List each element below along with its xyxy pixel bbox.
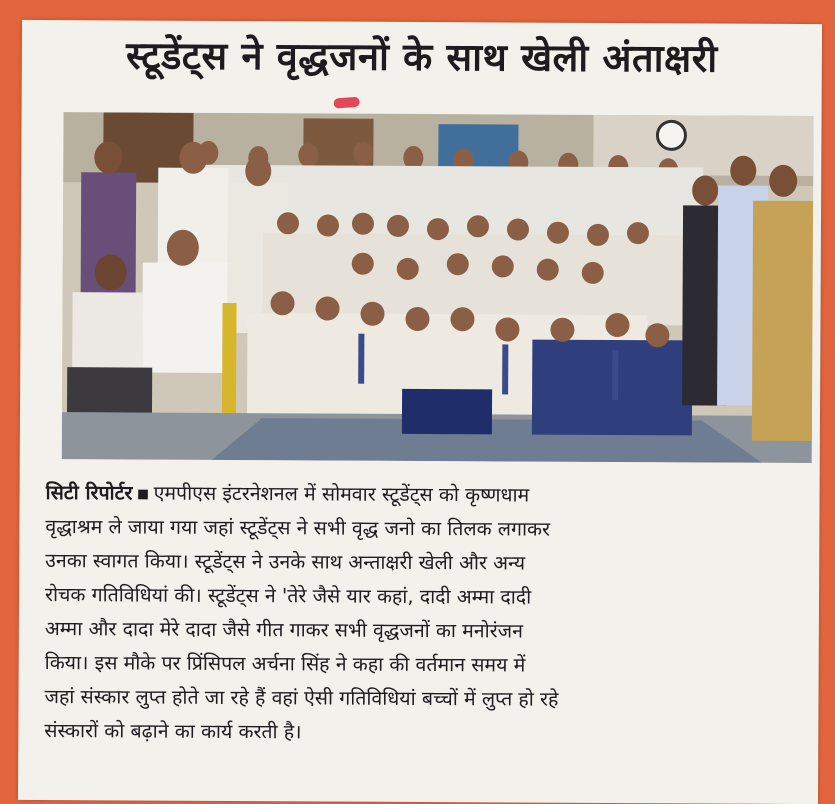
article-line: उनका स्वागत किया। स्टूडेंट्स ने उनके साथ अन्ताक्षरी खेली और अन्य [45,549,526,575]
article-line: जहां संस्कार लुप्त होते जा रहे हैं वहां ऐसी गतिविधियां बच्चों में लुप्त हो रहे [44,685,559,711]
article-line: संस्कारों को बढ़ाने का कार्य करती है। [44,719,302,744]
article-line: किया। इस मौके पर प्रिंसिपल अर्चना सिंह ने कहा की वर्तमान समय में [44,651,526,677]
article-line: रोचक गतिविधियां की। स्टूडेंट्स ने 'तेरे जैसे यार कहां, दादी अम्मा दादी [44,583,532,609]
article-body [44,476,810,752]
article-line: अम्मा और दादा मेरे दादा जैसे गीत गाकर सभी वृद्धजनों का मनोरंजन [44,617,524,643]
article-line [45,476,810,514]
article-line-text: एमपीएस इंटरनेशनल में सोमवार स्टूडेंट्स को कृष्णधाम [153,481,530,507]
group-photo [62,112,814,463]
byline: सिटी रिपोर्टर [45,481,133,505]
ink-mark [333,97,360,109]
newspaper-clipping [18,20,822,804]
article-line: वृद्धाश्रम ले जाया गया जहां स्टूडेंट्स ने सभी वृद्ध जनो का तिलक लगाकर [45,515,551,541]
headline: स्टूडेंट्स ने वृद्धजनों के साथ खेली अंताक्षरी [125,33,718,81]
bullet: ▪ [136,481,150,505]
